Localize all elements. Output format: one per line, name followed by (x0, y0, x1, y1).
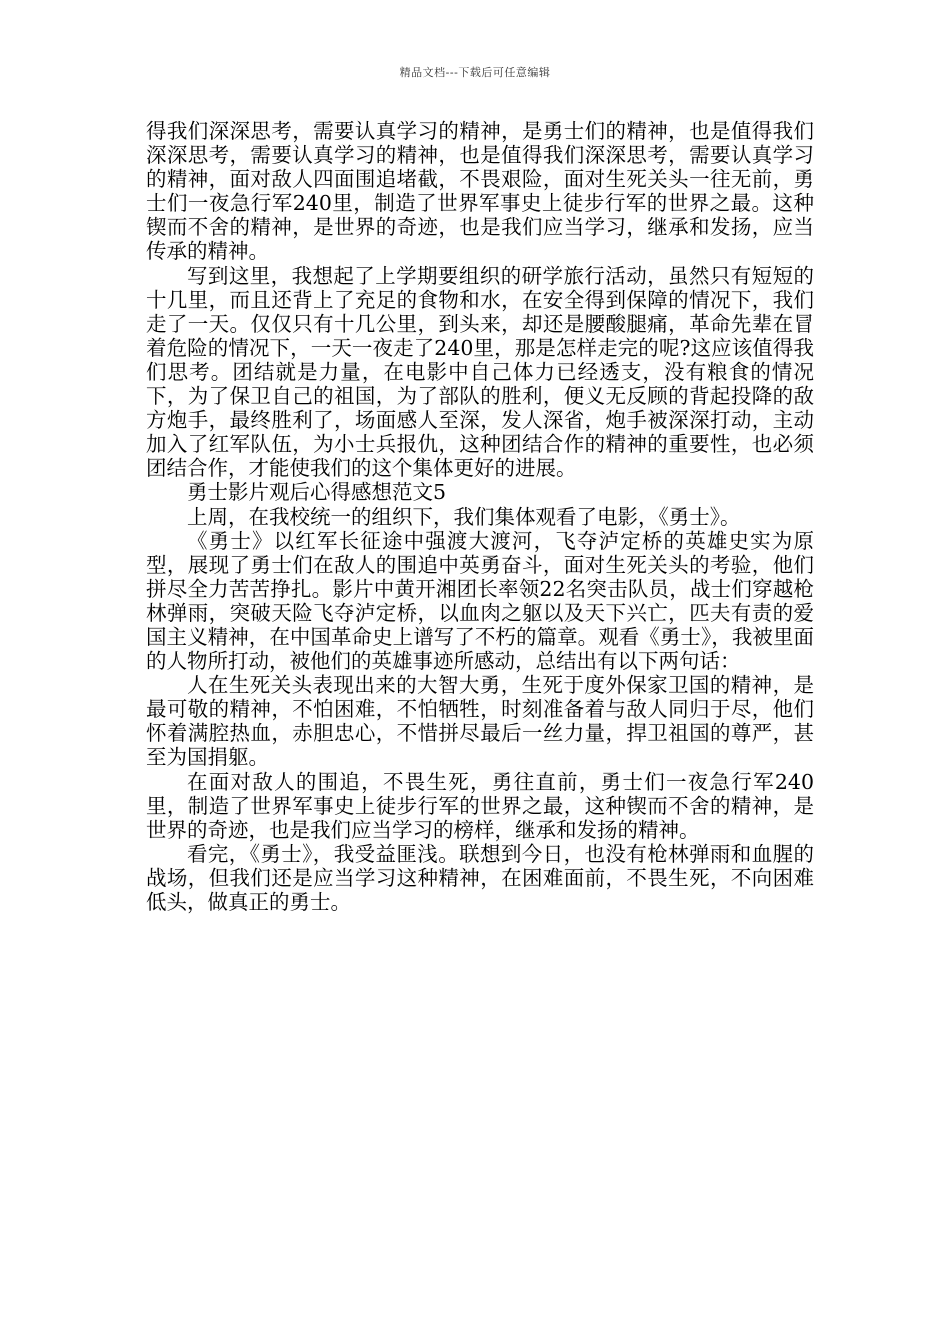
paragraph-7: 看完，《勇士》，我受益匪浅。联想到今日，也没有枪林弹雨和血腥的战场，但我们还是应当学习这种精神，在困难面前，不畏生死，不向困难低头，做真正的勇士。 (146, 841, 814, 914)
page-header: 精品文档---下载后可任意编辑 (399, 66, 551, 79)
section-heading: 勇士影片观后心得感想范文5 (187, 480, 447, 505)
paragraph-5: 人在生死关头表现出来的大智大勇，生死于度外保家卫国的精神，是最可敬的精神，不怕困难，不怕牺牲，时刻准备着与敌人同归于尽，他们怀着满腔热血，赤胆忠心，不惜拼尽最后一丝力量，捍卫祖国的尊严，甚至为国捐躯。 (146, 673, 814, 770)
document-body (146, 119, 814, 914)
paragraph-6: 在面对敌人的围追，不畏生死，勇往直前，勇士们一夜急行军240里，制造了世界军事史上徒步行军的世界之最，这种锲而不舍的精神，是世界的奇迹，也是我们应当学习的榜样，继承和发扬的精神。 (146, 769, 814, 842)
paragraph-3: 上周，在我校统一的组织下，我们集体观看了电影，《勇士》。 (187, 504, 741, 529)
paragraph-1: 得我们深深思考，需要认真学习的精神，是勇士们的精神，也是值得我们深深思考，需要认真学习的精神，也是值得我们深深思考，需要认真学习的精神，面对敌人四面围追堵截，不畏艰险，面对生死关头一往无前，勇士们一夜急行军240里，制造了世界军事史上徒步行军的世界之最。这种锲而不舍的精神，是世界的奇迹，也是我们应当学习，继承和发扬，应当传承的精神。 (146, 119, 814, 264)
paragraph-2: 写到这里，我想起了上学期要组织的研学旅行活动，虽然只有短短的十几里，而且还背上了充足的食物和水，在安全得到保障的情况下，我们走了一天。仅仅只有十几公里，到头来，却还是腰酸腿痛，革命先辈在冒着危险的情况下，一天一夜走了240里，那是怎样走完的呢?这应该值得我们思考。团结就是力量，在电影中自己体力已经透支，没有粮食的情况下，为了保卫自己的祖国，为了部队的胜利，便义无反顾的背起投降的敌方炮手，最终胜利了，场面感人至深，发人深省，炮手被深深打动，主动加入了红军队伍，为小士兵报仇，这种团结合作的精神的重要性，也必须团结合作，才能使我们的这个集体更好的进展。 (146, 263, 814, 481)
paragraph-4: 《勇士》以红军长征途中强渡大渡河，飞夺泸定桥的英雄史实为原型，展现了勇士们在敌人的围追中英勇奋斗，面对生死关头的考验，他们拼尽全力苦苦挣扎。影片中黄开湘团长率领22名突击队员，战士们穿越枪林弹雨，突破天险飞夺泸定桥，以血肉之躯以及天下兴亡，匹夫有责的爱国主义精神，在中国革命史上谱写了不朽的篇章。观看《勇士》，我被里面的人物所打动，被他们的英雄事迹所感动，总结出有以下两句话： (146, 528, 814, 674)
